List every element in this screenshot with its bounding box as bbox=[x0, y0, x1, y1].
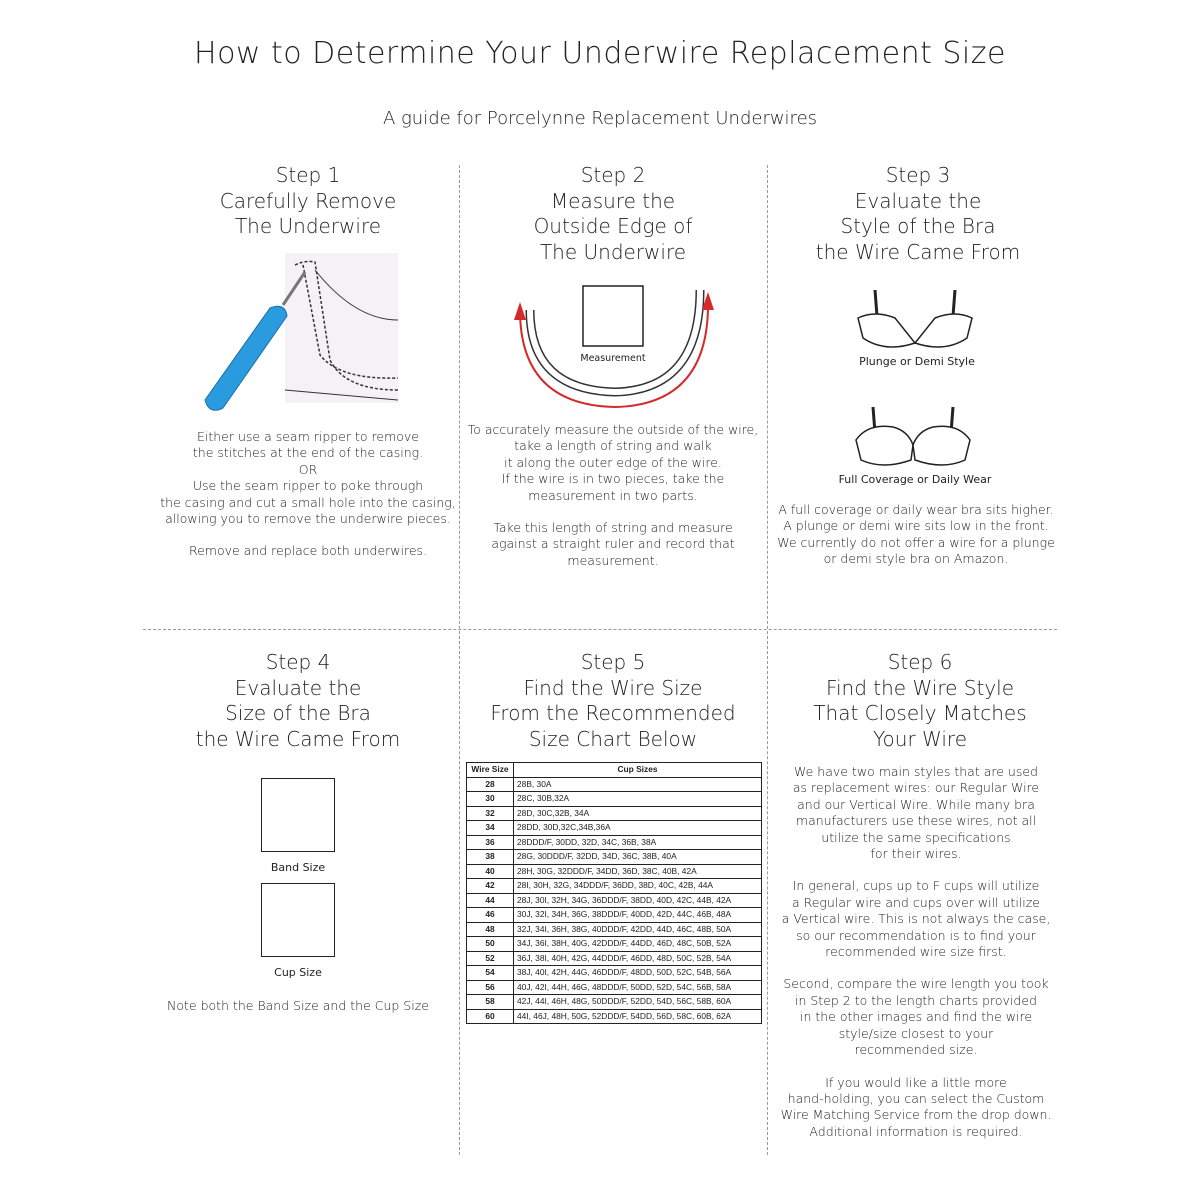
step-label: Step 5 bbox=[580, 650, 646, 674]
text-line: or demi style bra on Amazon. bbox=[823, 551, 1009, 567]
step-label: Step 1 bbox=[275, 163, 341, 187]
column-header: Cup Sizes bbox=[514, 763, 762, 778]
cup-sizes-cell: 28I, 30H, 32G, 34DDD/F, 36DD, 38D, 40C, 42B, 44A bbox=[514, 879, 762, 894]
table-row bbox=[467, 792, 762, 807]
text-line: Second, compare the wire length you took bbox=[783, 976, 1049, 992]
column-header: Wire Size bbox=[467, 763, 514, 778]
wire-size-cell: 28 bbox=[467, 777, 514, 792]
text-line: a Regular wire and cups over will utilize bbox=[791, 894, 1040, 910]
wire-size-cell: 50 bbox=[467, 937, 514, 952]
text-line: In general, cups up to F cups will utilize bbox=[792, 878, 1040, 894]
wire-size-cell: 34 bbox=[467, 821, 514, 836]
step-title-line: Outside Edge of bbox=[533, 214, 693, 238]
row-divider bbox=[143, 629, 1057, 630]
wire-size-cell: 46 bbox=[467, 908, 514, 923]
wire-size-cell: 58 bbox=[467, 995, 514, 1010]
table-row bbox=[467, 980, 762, 995]
text-line: Use the seam ripper to poke through bbox=[192, 478, 424, 494]
paragraph bbox=[766, 1075, 1066, 1141]
step-4-heading bbox=[148, 650, 448, 752]
step-1-heading bbox=[158, 163, 458, 240]
size-chart-table bbox=[466, 762, 762, 1024]
step-6-text bbox=[766, 764, 1066, 1140]
step-title-line: From the Recommended bbox=[490, 701, 736, 725]
cup-sizes-cell: 28B, 30A bbox=[514, 777, 762, 792]
step-title-line: Your Wire bbox=[872, 726, 968, 751]
step-label: Step 3 bbox=[885, 163, 951, 187]
cup-sizes-cell: 38J, 40I, 42H, 44G, 46DDD/F, 48DD, 50D, 52C, 54B, 56A bbox=[514, 966, 762, 981]
plunge-bra-icon bbox=[855, 288, 980, 353]
text-line: the stitches at the end of the casing. bbox=[192, 445, 424, 461]
step-title-line: Evaluate the bbox=[234, 675, 362, 700]
wire-size-cell: 38 bbox=[467, 850, 514, 865]
cup-sizes-cell: 36J, 38I, 40H, 42G, 44DDD/F, 46DD, 48D, 50C, 52B, 54A bbox=[514, 951, 762, 966]
step-4-text: Note both the Band Size and the Cup Size bbox=[167, 998, 429, 1013]
text-line: If the wire is in two pieces, take the bbox=[501, 471, 725, 487]
table-row bbox=[467, 1009, 762, 1024]
text-line: OR bbox=[298, 461, 318, 477]
text-line: in the other images and find the wire bbox=[799, 1009, 1033, 1025]
step-title-line: Find the Wire Style bbox=[825, 675, 1015, 700]
step-6-heading bbox=[770, 650, 1070, 752]
step-title-line: The Underwire bbox=[539, 239, 687, 264]
table-row bbox=[467, 835, 762, 850]
text-line: hand-holding, you can select the Custom bbox=[787, 1090, 1045, 1106]
wire-size-cell: 60 bbox=[467, 1009, 514, 1024]
cup-size-caption: Cup Size bbox=[274, 966, 322, 979]
step-label: Step 4 bbox=[265, 650, 331, 674]
step-1-text bbox=[150, 429, 466, 560]
text-line: for their wires. bbox=[870, 846, 962, 862]
plunge-caption: Plunge or Demi Style bbox=[859, 355, 975, 368]
paragraph bbox=[766, 764, 1066, 862]
step-title-line: Carefully Remove bbox=[219, 188, 397, 213]
cup-sizes-cell: 28C, 30B,32A bbox=[514, 792, 762, 807]
text-line: the casing and cut a small hole into the casing, bbox=[160, 494, 456, 510]
text-line: take a length of string and walk bbox=[514, 438, 712, 454]
table-row bbox=[467, 908, 762, 923]
table-row bbox=[467, 951, 762, 966]
wire-size-cell: 42 bbox=[467, 879, 514, 894]
measurement-caption: Measurement bbox=[580, 353, 646, 364]
cup-sizes-cell: 34J, 36I, 38H, 40G, 42DDD/F, 44DD, 46D, 48C, 50B, 52A bbox=[514, 937, 762, 952]
text-line: A full coverage or daily wear bra sits higher. bbox=[778, 502, 1054, 517]
text-line: Additional information is required. bbox=[809, 1123, 1023, 1139]
wire-size-cell: 40 bbox=[467, 864, 514, 879]
table-row bbox=[467, 966, 762, 981]
text-line: allowing you to remove the underwire pieces. bbox=[165, 511, 451, 527]
step-title-line: Measure the bbox=[550, 188, 676, 213]
text-line: measurement in two parts. bbox=[528, 487, 698, 503]
text-line: and our Vertical Wire. While many bra bbox=[797, 796, 1035, 812]
text-line: in Step 2 to the length charts provided bbox=[795, 992, 1037, 1008]
text-line: Take this length of string and measure bbox=[493, 520, 733, 536]
page-subtitle: A guide for Porcelynne Replacement Underwires bbox=[382, 108, 818, 129]
text-line: recommended wire size first. bbox=[825, 944, 1007, 960]
text-line: as replacement wires: our Regular Wire bbox=[792, 780, 1040, 796]
text-line: We currently do not offer a wire for a plunge bbox=[777, 534, 1055, 550]
text-line: recommended size. bbox=[854, 1042, 978, 1058]
table-row bbox=[467, 777, 762, 792]
step-5-heading bbox=[463, 650, 763, 752]
table-row bbox=[467, 864, 762, 879]
cup-sizes-cell: 40J, 42I, 44H, 46G, 48DDD/F, 50DD, 52D, 54C, 56B, 58A bbox=[514, 980, 762, 995]
text-line: A plunge or demi wire sits low in the front. bbox=[783, 518, 1049, 534]
table-row bbox=[467, 937, 762, 952]
cup-sizes-cell: 28DD, 30D,32C,34B,36A bbox=[514, 821, 762, 836]
step-title-line: Find the Wire Size bbox=[523, 675, 703, 700]
wire-size-cell: 48 bbox=[467, 922, 514, 937]
cup-sizes-cell: 32J, 34I, 36H, 38G, 40DDD/F, 42DD, 44D, 46C, 48B, 50A bbox=[514, 922, 762, 937]
text-line: utilize the same specifications bbox=[821, 829, 1011, 845]
full-coverage-caption: Full Coverage or Daily Wear bbox=[838, 473, 992, 486]
cup-sizes-cell: 28DDD/F, 30DD, 32D, 34C, 36B, 38A bbox=[514, 835, 762, 850]
step-title-line: the Wire Came From bbox=[195, 726, 401, 751]
step-2-text bbox=[460, 422, 766, 569]
cup-sizes-cell: 28G, 30DDD/F, 32DD, 34D, 36C, 38B, 40A bbox=[514, 850, 762, 865]
text-line: Either use a seam ripper to remove bbox=[196, 429, 419, 444]
step-3-text bbox=[766, 502, 1066, 568]
text-line: measurement. bbox=[567, 552, 659, 568]
step-title-line: Size Chart Below bbox=[528, 726, 698, 751]
text-line: We have two main styles that are used bbox=[794, 764, 1038, 779]
table-row bbox=[467, 850, 762, 865]
step-title-line: Size of the Bra bbox=[225, 701, 371, 725]
full-coverage-bra-icon bbox=[853, 405, 978, 470]
cup-sizes-cell: 28J, 30I, 32H, 34G, 36DDD/F, 38DD, 40D, 42C, 44B, 42A bbox=[514, 893, 762, 908]
column-divider bbox=[459, 165, 460, 1155]
wire-size-cell: 32 bbox=[467, 806, 514, 821]
band-size-caption: Band Size bbox=[270, 861, 326, 874]
band-size-box bbox=[261, 778, 335, 852]
step-title-line: Evaluate the bbox=[854, 188, 982, 213]
text-line: Remove and replace both underwires. bbox=[188, 543, 428, 559]
step-2-heading bbox=[463, 163, 763, 265]
table-row bbox=[467, 893, 762, 908]
step-3-heading bbox=[768, 163, 1068, 265]
table-header-row bbox=[467, 763, 762, 778]
cup-sizes-cell: 28D, 30C,32B, 34A bbox=[514, 806, 762, 821]
text-line: so our recommendation is to find your bbox=[796, 927, 1036, 943]
wire-size-cell: 36 bbox=[467, 835, 514, 850]
step-title-line: The Underwire bbox=[234, 214, 382, 238]
text-line: If you would like a little more bbox=[825, 1074, 1007, 1090]
text-line: it along the outer edge of the wire. bbox=[504, 454, 722, 470]
text-line: style/size closest to your bbox=[838, 1025, 994, 1041]
table-row bbox=[467, 821, 762, 836]
table-row bbox=[467, 922, 762, 937]
step-title-line: the Wire Came From bbox=[815, 239, 1021, 264]
cup-sizes-cell: 44I, 46J, 48H, 50G, 52DDD/F, 54DD, 56D, 58C, 60B, 62A bbox=[514, 1009, 762, 1024]
paragraph bbox=[766, 878, 1066, 960]
cup-sizes-cell: 42J, 44I, 46H, 48G, 50DDD/F, 52DD, 54D, 56C, 58B, 60A bbox=[514, 995, 762, 1010]
table-row bbox=[467, 995, 762, 1010]
underwire-measure-illustration bbox=[510, 280, 720, 415]
wire-size-cell: 30 bbox=[467, 792, 514, 807]
wire-size-cell: 56 bbox=[467, 980, 514, 995]
step-label: Step 2 bbox=[580, 163, 646, 187]
text-line: To accurately measure the outside of the wire, bbox=[467, 422, 759, 437]
step-label: Step 6 bbox=[887, 650, 953, 674]
cup-sizes-cell: 28H, 30G, 32DDD/F, 34DD, 36D, 38C, 40B, 42A bbox=[514, 864, 762, 879]
step-title-line: Style of the Bra bbox=[840, 214, 996, 238]
seam-ripper-illustration bbox=[195, 250, 405, 415]
text-line: a Vertical wire. This is not always the case, bbox=[781, 911, 1051, 927]
cup-size-box bbox=[261, 883, 335, 957]
wire-size-cell: 44 bbox=[467, 893, 514, 908]
step-title-line: That Closely Matches bbox=[813, 701, 1027, 725]
wire-size-cell: 52 bbox=[467, 951, 514, 966]
text-line: manufacturers use these wires, not all bbox=[795, 813, 1037, 829]
wire-size-cell: 54 bbox=[467, 966, 514, 981]
table-row bbox=[467, 879, 762, 894]
cup-sizes-cell: 30J, 32I, 34H, 36G, 38DDD/F, 40DD, 42D, 44C, 46B, 48A bbox=[514, 908, 762, 923]
table-row bbox=[467, 806, 762, 821]
text-line: Wire Matching Service from the drop down. bbox=[780, 1107, 1052, 1123]
paragraph bbox=[766, 976, 1066, 1058]
page-title: How to Determine Your Underwire Replacement Size bbox=[194, 36, 1006, 71]
text-line: against a straight ruler and record that bbox=[491, 536, 735, 552]
